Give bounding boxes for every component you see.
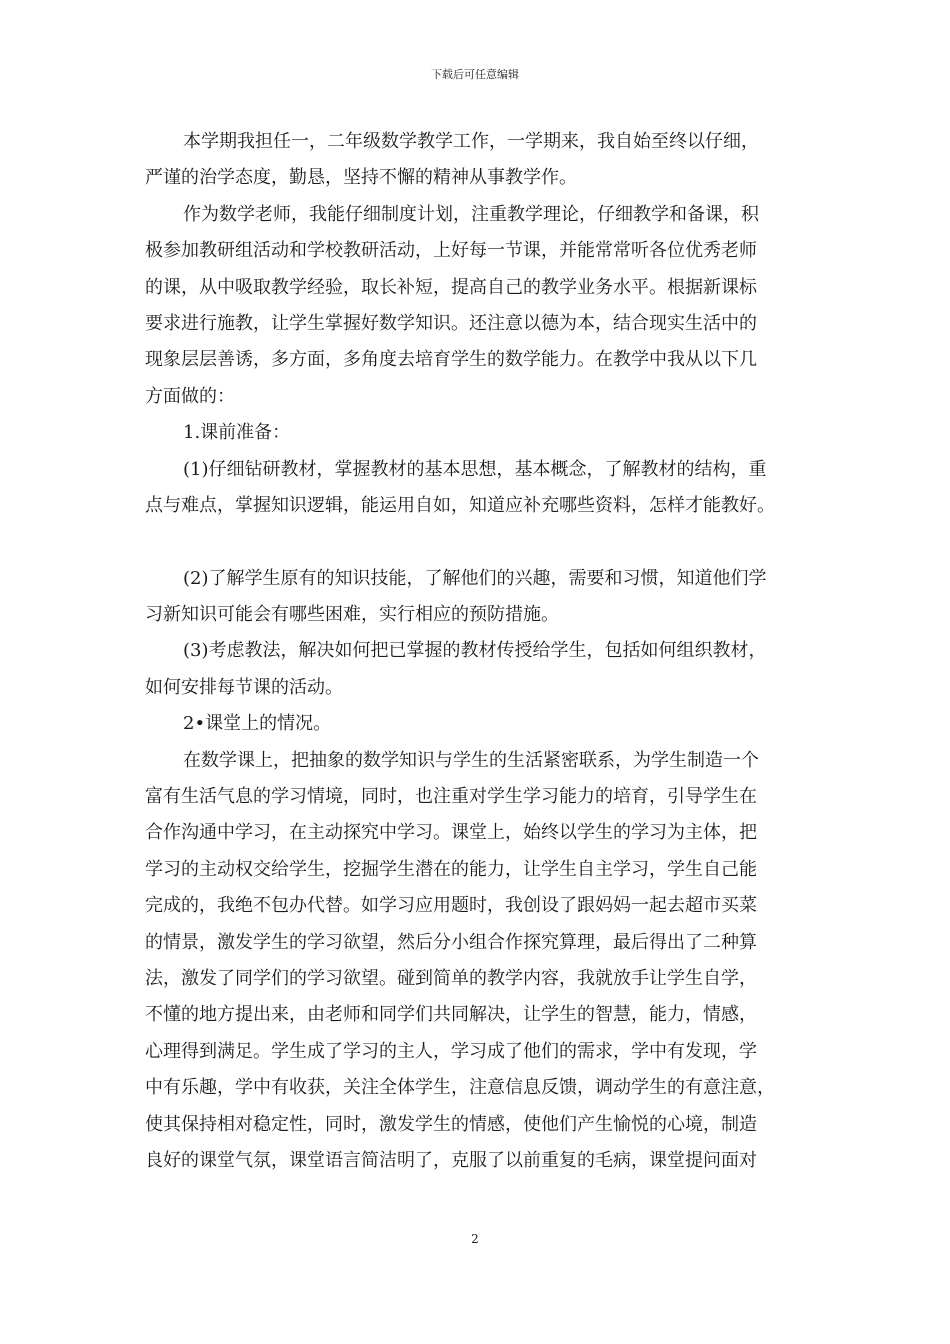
header-note: 下载后可任意编辑 xyxy=(431,68,519,81)
text-line: 习新知识可能会有哪些困难，实行相应的预防措施。 xyxy=(145,604,559,626)
text-line: (2)了解学生原有的知识技能，了解他们的兴趣，需要和习惯，知道他们学 xyxy=(183,567,767,589)
text-line: 在数学课上，把抽象的数学知识与学生的生活紧密联系，为学生制造一个 xyxy=(183,749,759,771)
text-line: 现象层层善诱，多方面，多角度去培育学生的数学能力。在教学中我从以下几 xyxy=(145,349,757,371)
text-line: 如何安排每节课的活动。 xyxy=(145,676,343,698)
text-line: 完成的，我绝不包办代替。如学习应用题时，我创设了跟妈妈一起去超市买菜 xyxy=(145,895,757,917)
text-line: 学习的主动权交给学生，挖掘学生潜在的能力，让学生自主学习，学生自己能 xyxy=(145,858,757,880)
text-line: 富有生活气息的学习情境，同时，也注重对学生学习能力的培育，引导学生在 xyxy=(145,786,757,808)
document-body xyxy=(145,124,810,1179)
text-line: 严谨的治学态度，勤恳，坚持不懈的精神从事教学作。 xyxy=(145,167,577,189)
section-heading: 2•课堂上的情况。 xyxy=(183,713,332,735)
text-line: 的情景，激发学生的学习欲望，然后分小组合作探究算理，最后得出了二种算 xyxy=(145,931,757,953)
text-line: 合作沟通中学习，在主动探究中学习。课堂上，始终以学生的学习为主体，把 xyxy=(145,822,757,844)
text-line: 心理得到满足。学生成了学习的主人，学习成了他们的需求，学中有发现，学 xyxy=(145,1040,757,1062)
text-line: 作为数学老师，我能仔细制度计划，注重教学理论，仔细教学和备课，积 xyxy=(183,203,759,225)
text-line: 方面做的： xyxy=(145,385,235,407)
text-line: 良好的课堂气氛，课堂语言简洁明了，克服了以前重复的毛病，课堂提问面对 xyxy=(145,1149,757,1171)
text-line: 不懂的地方提出来，由老师和同学们共同解决，让学生的智慧，能力，情感， xyxy=(145,1004,757,1026)
text-line: 要求进行施教，让学生掌握好数学知识。还注意以德为本，结合现实生活中的 xyxy=(145,312,757,334)
text-line: 点与难点，掌握知识逻辑，能运用自如，知道应补充哪些资料，怎样才能教好。 xyxy=(145,494,775,516)
text-line: 中有乐趣，学中有收获，关注全体学生，注意信息反馈，调动学生的有意注意， xyxy=(145,1077,775,1099)
text-line: (3)考虑教法，解决如何把已掌握的教材传授给学生，包括如何组织教材， xyxy=(183,640,767,662)
section-heading: 1.课前准备： xyxy=(183,422,291,444)
text-line: 法，激发了同学们的学习欲望。碰到简单的教学内容，我就放手让学生自学， xyxy=(145,967,757,989)
text-line: 本学期我担任一，二年级数学教学工作，一学期来，我自始至终以仔细， xyxy=(183,131,759,152)
text-line: 极参加教研组活动和学校教研活动，上好每一节课，并能常常听各位优秀老师 xyxy=(145,240,757,262)
paragraph-gap xyxy=(145,524,810,560)
text-line: 的课，从中吸取教学经验，取长补短，提高自己的教学业务水平。根据新课标 xyxy=(145,276,757,298)
page-number: 2 xyxy=(471,1232,479,1246)
text-line: 使其保持相对稳定性，同时，激发学生的情感，使他们产生愉悦的心境，制造 xyxy=(145,1113,757,1135)
text-line: (1)仔细钻研教材，掌握教材的基本思想，基本概念，了解教材的结构，重 xyxy=(183,458,767,480)
